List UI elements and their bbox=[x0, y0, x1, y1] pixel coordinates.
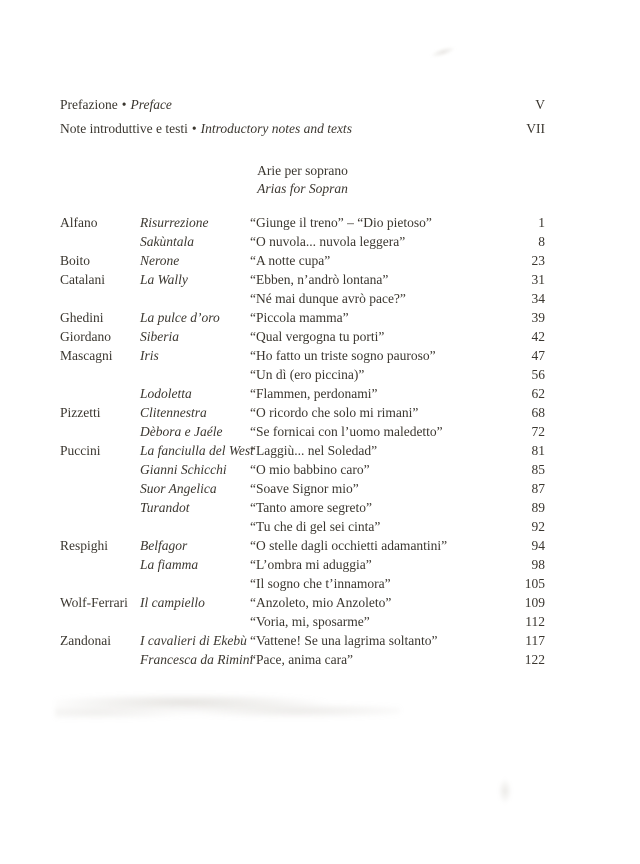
toc-row bbox=[60, 346, 545, 365]
toc-row bbox=[60, 574, 545, 593]
toc-page-number: 8 bbox=[538, 234, 545, 249]
toc-row bbox=[60, 289, 545, 308]
toc-opera-title: Francesca da Rimini bbox=[140, 652, 254, 667]
toc-row bbox=[60, 479, 545, 498]
toc-composer bbox=[60, 612, 140, 631]
toc-page-number: 31 bbox=[531, 272, 545, 287]
toc-opera-title bbox=[140, 574, 250, 593]
toc-composer: Pizzetti bbox=[60, 405, 101, 420]
front-matter-label-english: Introductory notes and texts bbox=[200, 121, 352, 136]
front-matter bbox=[60, 93, 545, 141]
toc-row bbox=[60, 498, 545, 517]
toc-aria-title: “Il sogno che t’innamora” bbox=[250, 576, 391, 591]
toc-aria-title: “O mio babbino caro” bbox=[250, 462, 370, 477]
toc-page-number: 62 bbox=[531, 386, 545, 401]
toc-composer bbox=[60, 422, 140, 441]
toc-opera-title: Dèbora e Jaéle bbox=[140, 424, 223, 439]
toc-row bbox=[60, 612, 545, 631]
toc-row bbox=[60, 213, 545, 232]
toc-composer bbox=[60, 289, 140, 308]
toc-opera-title: Gianni Schicchi bbox=[140, 462, 227, 477]
toc-row bbox=[60, 441, 545, 460]
toc-composer: Alfano bbox=[60, 215, 98, 230]
toc-composer bbox=[60, 384, 140, 403]
toc-opera-title bbox=[140, 612, 250, 631]
toc-composer: Giordano bbox=[60, 329, 111, 344]
front-matter-page-number: V bbox=[535, 97, 545, 112]
toc-row bbox=[60, 593, 545, 612]
toc-page-number: 122 bbox=[524, 652, 545, 667]
toc-composer bbox=[60, 517, 140, 536]
toc-opera-title: Turandot bbox=[140, 500, 190, 515]
toc-page-number: 23 bbox=[531, 253, 545, 268]
toc-opera-title bbox=[140, 365, 250, 384]
toc-opera-title: Iris bbox=[140, 348, 159, 363]
scan-speck bbox=[429, 44, 456, 60]
toc-aria-title: “Laggiù... nel Soledad” bbox=[250, 443, 378, 458]
front-matter-row-notes bbox=[60, 117, 545, 141]
toc-composer: Respighi bbox=[60, 538, 109, 553]
front-matter-label-italian: Prefazione bbox=[60, 97, 118, 112]
toc-page-number: 34 bbox=[531, 291, 545, 306]
toc-opera-title: Risurrezione bbox=[140, 215, 209, 230]
toc-page-number: 105 bbox=[524, 576, 545, 591]
toc-opera-title: La fiamma bbox=[140, 557, 199, 572]
front-matter-label-italian: Note introduttive e testi bbox=[60, 121, 188, 136]
toc-aria-title: “O nuvola... nuvola leggera” bbox=[250, 234, 406, 249]
bullet-separator-icon: • bbox=[191, 121, 197, 136]
scan-smudge bbox=[55, 694, 400, 722]
toc-aria-title: “Flammen, perdonami” bbox=[250, 386, 378, 401]
toc-composer: Boito bbox=[60, 253, 91, 268]
toc-row bbox=[60, 384, 545, 403]
toc-page-number: 47 bbox=[531, 348, 545, 363]
section-title-italian: Arie per soprano bbox=[257, 163, 348, 178]
toc-aria-title: “Ho fatto un triste sogno pauroso” bbox=[250, 348, 436, 363]
toc-page-number: 109 bbox=[524, 595, 545, 610]
toc-composer: Puccini bbox=[60, 443, 101, 458]
toc-composer bbox=[60, 498, 140, 517]
toc-composer bbox=[60, 650, 140, 669]
front-matter-label-english: Preface bbox=[130, 97, 172, 112]
toc-aria-title: “Né mai dunque avrò pace?” bbox=[250, 291, 406, 306]
toc-page-number: 112 bbox=[525, 614, 545, 629]
toc-page-number: 72 bbox=[531, 424, 545, 439]
section-title-english: Arias for Sopran bbox=[257, 180, 348, 196]
toc-aria-title: “Se fornicai con l’uomo maledetto” bbox=[250, 424, 443, 439]
toc-aria-title: “Ebben, n’andrò lontana” bbox=[250, 272, 389, 287]
toc-row bbox=[60, 365, 545, 384]
toc-row bbox=[60, 327, 545, 346]
toc-aria-title: “L’ombra mi aduggia” bbox=[250, 557, 372, 572]
toc-page-number: 56 bbox=[531, 367, 545, 382]
toc-opera-title: Lodoletta bbox=[140, 386, 192, 401]
toc-page-number: 39 bbox=[531, 310, 545, 325]
scan-speck bbox=[498, 778, 512, 804]
toc-aria-title: “O ricordo che solo mi rimani” bbox=[250, 405, 419, 420]
toc-aria-title: “Tanto amore segreto” bbox=[250, 500, 372, 515]
toc-opera-title: La pulce d’oro bbox=[140, 310, 220, 325]
toc-aria-title: “Giunge il treno” – “Dio pietoso” bbox=[250, 215, 432, 230]
toc-aria-title: “Vattene! Se una lagrima soltanto” bbox=[250, 633, 438, 648]
toc-page-number: 81 bbox=[531, 443, 545, 458]
toc-page-number: 89 bbox=[531, 500, 545, 515]
toc-opera-title: Clitennestra bbox=[140, 405, 207, 420]
toc-composer: Wolf-Ferrari bbox=[60, 595, 128, 610]
toc-aria-title: “Tu che di gel sei cinta” bbox=[250, 519, 381, 534]
toc-aria-title: “Soave Signor mio” bbox=[250, 481, 359, 496]
toc-opera-title: Nerone bbox=[140, 253, 180, 268]
toc-page-number: 85 bbox=[531, 462, 545, 477]
toc-opera-title: La fanciulla del West bbox=[140, 443, 254, 458]
toc-page-number: 87 bbox=[531, 481, 545, 496]
toc-page-number: 68 bbox=[531, 405, 545, 420]
toc-composer: Catalani bbox=[60, 272, 105, 287]
toc-page-number: 92 bbox=[531, 519, 545, 534]
toc-aria-title: “Anzoleto, mio Anzoleto” bbox=[250, 595, 392, 610]
toc-opera-title: I cavalieri di Ekebù bbox=[140, 633, 247, 648]
toc-row bbox=[60, 403, 545, 422]
toc-aria-title: “Pace, anima cara” bbox=[250, 652, 354, 667]
toc-page-number: 1 bbox=[538, 215, 545, 230]
toc-page-number: 98 bbox=[531, 557, 545, 572]
toc-opera-title: Sakùntala bbox=[140, 234, 194, 249]
toc-aria-title: “Qual vergogna tu porti” bbox=[250, 329, 385, 344]
toc-row bbox=[60, 232, 545, 251]
toc-aria-title: “Un dì (ero piccina)” bbox=[250, 367, 365, 382]
toc-composer bbox=[60, 365, 140, 384]
toc-opera-title: Suor Angelica bbox=[140, 481, 217, 496]
toc-opera-title: Belfagor bbox=[140, 538, 188, 553]
toc-composer: Ghedini bbox=[60, 310, 104, 325]
toc-composer bbox=[60, 460, 140, 479]
toc-composer: Zandonai bbox=[60, 633, 111, 648]
toc-row bbox=[60, 517, 545, 536]
front-matter-text bbox=[60, 117, 352, 141]
toc-composer bbox=[60, 574, 140, 593]
toc-opera-title: Siberia bbox=[140, 329, 179, 344]
toc-list bbox=[60, 213, 545, 669]
front-matter-page-number: VII bbox=[526, 121, 545, 136]
toc-row bbox=[60, 270, 545, 289]
toc-row bbox=[60, 460, 545, 479]
toc-aria-title: “O stelle dagli occhietti adamantini” bbox=[250, 538, 448, 553]
toc-row bbox=[60, 555, 545, 574]
section-heading bbox=[60, 162, 545, 197]
toc-composer bbox=[60, 232, 140, 251]
toc-composer bbox=[60, 555, 140, 574]
toc-row bbox=[60, 422, 545, 441]
toc-row bbox=[60, 650, 545, 669]
toc-page-number: 117 bbox=[525, 633, 545, 648]
toc-composer: Mascagni bbox=[60, 348, 113, 363]
toc-composer bbox=[60, 479, 140, 498]
toc-aria-title: “Voria, mi, sposarme” bbox=[250, 614, 370, 629]
front-matter-text bbox=[60, 93, 172, 117]
toc-row bbox=[60, 308, 545, 327]
toc-page-number: 42 bbox=[531, 329, 545, 344]
front-matter-row-preface bbox=[60, 93, 545, 117]
toc-opera-title bbox=[140, 289, 250, 308]
toc-row bbox=[60, 631, 545, 650]
toc-row bbox=[60, 251, 545, 270]
toc-opera-title: La Wally bbox=[140, 272, 188, 287]
toc-opera-title: Il campiello bbox=[140, 595, 205, 610]
toc-page-number: 94 bbox=[531, 538, 545, 553]
toc-opera-title bbox=[140, 517, 250, 536]
toc-aria-title: “Piccola mamma” bbox=[250, 310, 349, 325]
bullet-separator-icon: • bbox=[121, 97, 127, 112]
toc-row bbox=[60, 536, 545, 555]
toc-aria-title: “A notte cupa” bbox=[250, 253, 331, 268]
